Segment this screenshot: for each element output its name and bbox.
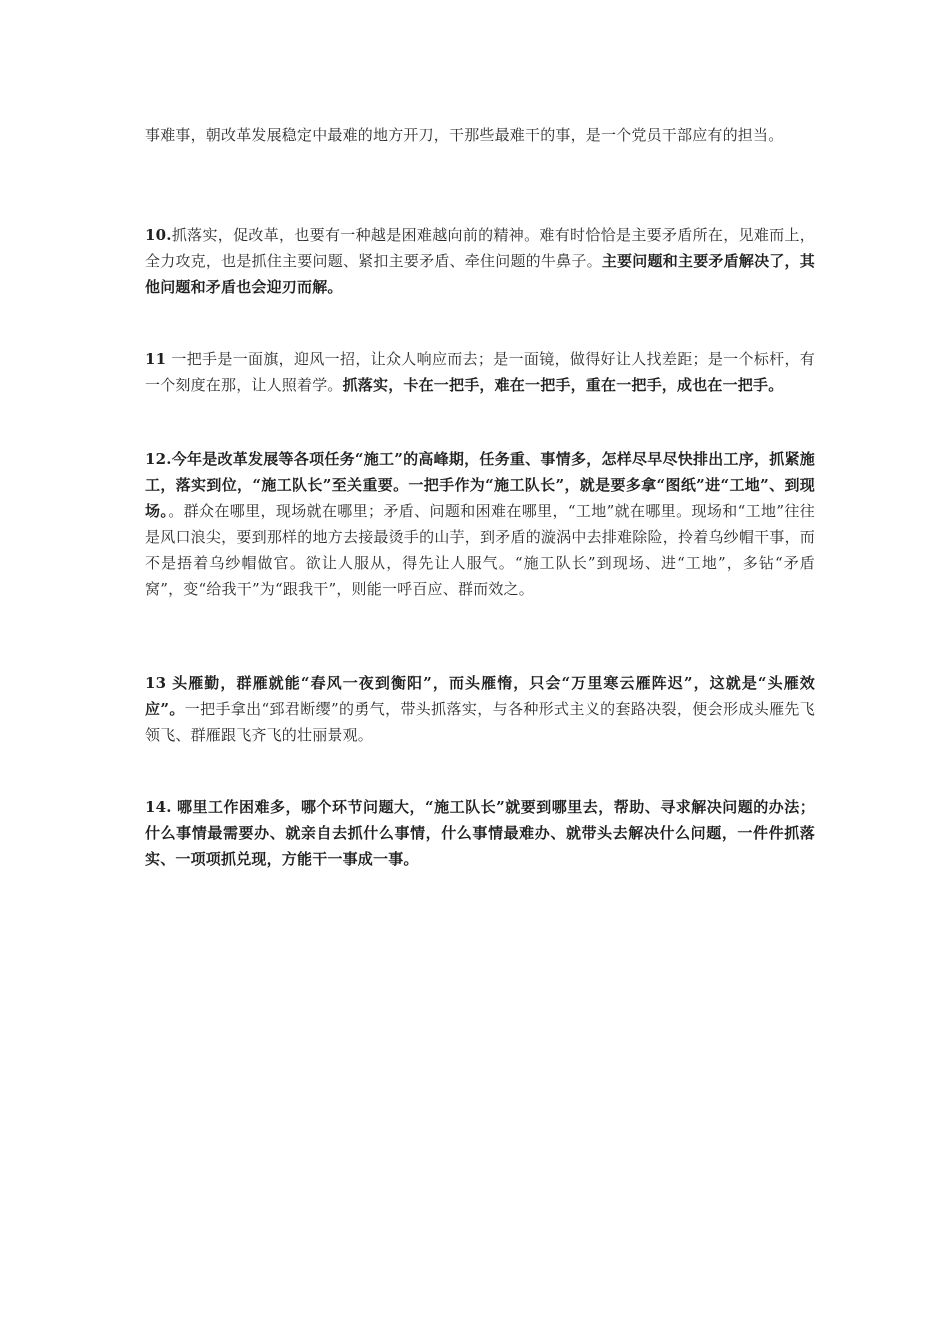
paragraph-intro-text: 事难事，朝改革发展稳定中最难的地方开刀，干那些最难干的事，是一个党员干部应有的担当。	[145, 126, 784, 144]
paragraph-12-text: 。群众在哪里，现场就在哪里；矛盾、问题和困难在哪里，“工地”就在哪里。现场和“工地”往往是风口浪尖，要到那样的地方去接最烫手的山芋，到矛盾的漩涡中去排难除险，拎着乌纱帽干事，而不是捂着乌纱帽做官。欲让人服从，得先让人服气。“施工队长”到现场、进“工地”，多钻“矛盾窝”，变“给我干”为“跟我干”，则能一呼百应、群而效之。	[145, 502, 815, 598]
paragraph-10	[145, 222, 815, 300]
paragraph-14-bold: 哪里工作困难多，哪个环节问题大，“施工队长”就要到哪里去，帮助、寻求解决问题的办法；什么事情最需要办、就亲自去抓什么事情，什么事情最难办、就带头去解决什么问题，一件件抓落实、一项项抓兑现，方能干一事成一事。	[145, 798, 815, 868]
paragraph-10-bold: 主要问题和主要矛盾解决了，其他问题和矛盾也会迎刃而解。	[145, 252, 815, 296]
paragraph-14-number: 14.	[145, 798, 172, 816]
paragraph-intro	[145, 122, 815, 148]
paragraph-10-number: 10.	[145, 226, 172, 244]
paragraph-12-number: 12.	[145, 450, 172, 468]
paragraph-10-text: 抓落实，促改革，也要有一种越是困难越向前的精神。难有时恰恰是主要矛盾所在，见难而上，全力攻克，也是抓住主要问题、紧扣主要矛盾、牵住问题的牛鼻子。	[145, 226, 815, 270]
paragraph-13-number: 13	[145, 674, 167, 692]
paragraph-11	[145, 346, 815, 398]
paragraph-13	[145, 670, 815, 748]
paragraph-13-text: 一把手拿出“郅君断缨”的勇气，带头抓落实，与各种形式主义的套路决裂，便会形成头雁先飞领飞、群雁跟飞齐飞的壮丽景观。	[145, 700, 815, 744]
paragraph-13-bold: 头雁勤，群雁就能“春风一夜到衡阳”，而头雁惰，只会“万里寒云雁阵迟”，这就是“头雁效应”。	[145, 674, 816, 718]
paragraph-12	[145, 446, 815, 602]
paragraph-11-number: 11	[145, 350, 167, 368]
paragraph-11-bold: 抓落实，卡在一把手，难在一把手，重在一把手，成也在一把手。	[342, 376, 784, 394]
paragraph-12-bold: 今年是改革发展等各项任务“施工”的高峰期，任务重、事情多，怎样尽早尽快排出工序，抓紧施工，落实到位，“施工队长”至关重要。一把手作为“施工队长”，就是要多拿“图纸”进“工地”、到现场。	[145, 450, 815, 520]
paragraph-14	[145, 794, 815, 872]
paragraph-11-text: 一把手是一面旗，迎风一招，让众人响应而去；是一面镜，做得好让人找差距；是一个标杆，有一个刻度在那，让人照着学。	[145, 350, 816, 394]
